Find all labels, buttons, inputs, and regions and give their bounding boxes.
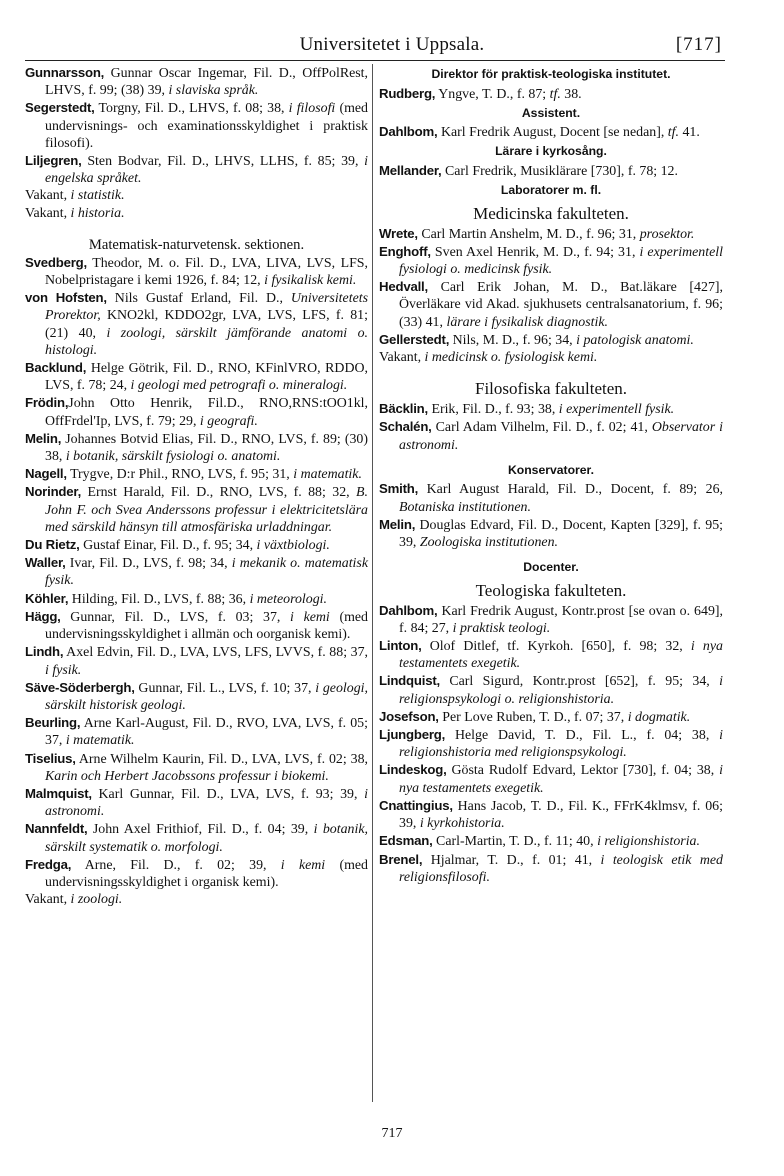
entry-text: Sven Axel Henrik, M. D., f. 94; 31,	[430, 244, 636, 260]
heading-filosofiska: Filosofiska fakulteten.	[474, 379, 628, 399]
entry-name: Frödin,	[25, 395, 69, 411]
entry	[25, 750, 368, 785]
entry-text: Gunnar, Fil. D., LVS, f. 03; 37,	[60, 609, 281, 625]
entry-subject: i botanik, särskilt systematik o. morfologi.	[45, 822, 369, 855]
entry-subject: i experimentell fysik.	[555, 402, 675, 418]
entry	[379, 851, 723, 886]
entry-name: Gunnarsson,	[25, 65, 105, 80]
entry-subject: i mekanik o. matematisk fysik.	[45, 556, 368, 589]
entry	[379, 516, 723, 551]
entry	[25, 152, 368, 187]
entry-text: Trygve, D:r Phil., RNO, LVS, f. 95; 31,	[66, 467, 290, 483]
entry-text: Carl Erik Johan, M. D., Bat.läkare [427], Överläkare vid Akad. sjukhusets centralsanatorium, f. 96; (33) 41,	[399, 280, 723, 330]
entry-subject: i matematik.	[62, 733, 135, 749]
entry-text: Theodor, M. o. Fil. D., LVA, LIVA, LVS, LFS, Nobelpristagare i kemi 1926, f. 84; 12,	[45, 255, 368, 289]
entry-name: Köhler,	[25, 590, 69, 606]
heading-direktor: Direktor för praktisk-teologiska institutet.	[431, 67, 671, 81]
entry-subject: lärare i fysikalisk diagnostik.	[442, 314, 608, 330]
entry	[379, 162, 723, 180]
entry-subject: i slaviska språk.	[165, 83, 259, 99]
header-rule	[25, 60, 725, 61]
entry-name: Ljungberg,	[379, 727, 446, 743]
larare-entries	[379, 162, 723, 180]
entry-name: Lindh,	[25, 644, 64, 660]
entry-subject: i kemi	[266, 857, 326, 873]
entry	[379, 480, 723, 515]
entry-subject: i religionshistoria med religionspsykologi.	[399, 728, 723, 761]
entry	[25, 64, 368, 99]
entry-text: Gunnar, Fil. L., LVS, f. 10; 37,	[134, 680, 312, 696]
entry	[379, 400, 723, 418]
entry-subject: i patologisk anatomi.	[572, 332, 694, 348]
heading-konservatorer: Konservatorer.	[507, 462, 595, 477]
entry	[379, 797, 723, 832]
entry-text: John Otto Henrik, Fil.D., RNO,RNS:tOO1kl, OffFrdel'Ip, LVS, f. 79; 29,	[45, 396, 368, 429]
entry-name: Rudberg,	[379, 85, 436, 101]
running-title: Universitetet i Uppsala.	[299, 34, 485, 55]
entry-subject: i kyrkohistoria.	[416, 816, 505, 832]
entry-subject: i experimentell fysiologi o. medicinsk fysik.	[399, 244, 723, 278]
entry-text: Karl Fredrik August, Docent [se nedan],	[437, 125, 665, 141]
entry-text: Carl Fredrik, Musiklärare [730], f. 78; 12.	[441, 163, 678, 179]
entry	[379, 726, 723, 761]
entry-text: Yngve, T. D., f. 87;	[435, 86, 547, 102]
entry-subject: tf.	[664, 125, 679, 141]
entry-text: Carl-Martin, T. D., f. 11; 40,	[432, 834, 594, 850]
entry-name: Malmquist,	[25, 785, 92, 801]
entry	[379, 278, 723, 331]
entry-subject: B. John F. och Svea Anderssons professur i elektricitetslära med särskild hänsyn till atmosfäriska urladdningar.	[45, 485, 368, 535]
entry	[25, 465, 368, 483]
entry-name: Hedvall,	[379, 279, 428, 295]
entry-subject: i teologisk etik med religionsfilosofi.	[399, 852, 723, 885]
faculty-entries-top	[25, 64, 368, 222]
entry-name: Bäcklin,	[379, 401, 428, 417]
entry-text: Ernst Harald, Fil. D., RNO, LVS, f. 88; 32,	[81, 485, 350, 501]
entry	[379, 672, 723, 707]
entry-subject: i engelska språket.	[45, 154, 368, 187]
entry-text: John Axel Frithiof, Fil. D., f. 04; 39,	[87, 822, 309, 838]
entry	[379, 708, 723, 726]
heading-docenter: Docenter.	[523, 560, 579, 575]
entry	[25, 679, 368, 714]
entry	[25, 394, 368, 429]
entry-text: Gunnar Oscar Ingemar, Fil. D., OffPolRest, LHVS, f. 99; (38) 39,	[45, 66, 368, 99]
entry-name: Nagell,	[25, 466, 67, 482]
entry-subject: i zoologi.	[67, 892, 123, 908]
entry-name: Säve-Söderbergh,	[25, 679, 135, 695]
entry	[25, 590, 368, 608]
entry	[25, 430, 368, 465]
entry-name: Dahlbom,	[379, 124, 438, 140]
konservatorer-entries	[379, 480, 723, 551]
entry-text: Carl Martin Anshelm, M. D., f. 96; 31,	[417, 226, 637, 242]
entry-name: Tiselius,	[25, 750, 76, 766]
entry-subject: i filosofi	[284, 101, 336, 117]
entry-name: Lindeskog,	[379, 762, 447, 778]
entry-name: Edsman,	[379, 833, 433, 849]
entry-subject: i geografi.	[196, 413, 258, 429]
entry-text: Vakant,	[25, 205, 68, 221]
entry-text: Vakant,	[25, 892, 68, 908]
entry	[379, 418, 723, 453]
entry	[25, 187, 368, 204]
entry	[25, 785, 368, 820]
entry-text: Karl Gunnar, Fil. D., LVA, LVS, f. 93; 39,	[91, 786, 358, 802]
entry	[25, 891, 368, 908]
entry-text: Gustaf Einar, Fil. D., f. 95; 34,	[79, 538, 254, 554]
heading-assistent: Assistent.	[521, 105, 581, 120]
entry-text: Arne, Fil. D., f. 02; 39,	[71, 857, 267, 873]
assistent-entries	[379, 123, 723, 141]
entry	[25, 289, 368, 359]
entry-name: Beurling,	[25, 715, 81, 731]
entry-name: Fredga,	[25, 856, 72, 872]
entry	[25, 254, 368, 289]
entry-text: Arne Karl-August, Fil. D., RVO, LVA, LVS, f. 05; 37,	[45, 716, 368, 749]
entry-subject: i växtbiologi.	[253, 538, 330, 554]
entry-subject: i praktisk teologi.	[449, 620, 551, 636]
entry	[25, 99, 368, 152]
entry-text: Hans Jacob, T. D., Fil. K., FFrK4klmsv, f. 06; 39,	[399, 798, 723, 832]
section-heading-matnat: Matematisk-naturvetensk. sektionen.	[88, 236, 305, 253]
entry-text: Torgny, Fil. D., LHVS, f. 08; 38,	[94, 101, 285, 117]
entry-text: Hilding, Fil. D., LVS, f. 88; 36,	[68, 591, 247, 607]
entry-text: (med undervisningsskyldighet i allmän och oorganisk kemi).	[45, 609, 368, 643]
entry-subject: Karin och Herbert Jacobssons professur i biokemi.	[45, 768, 329, 784]
entry-text: Sten Bodvar, Fil. D., LHVS, LLHS, f. 85; 39,	[81, 154, 359, 170]
right-column	[379, 64, 723, 886]
entry-name: Liljegren,	[25, 153, 82, 169]
entry-name: Svedberg,	[25, 254, 87, 270]
entry-subject: i nya testamentets exegetik.	[399, 639, 723, 672]
entry-subject: i dogmatik.	[624, 709, 691, 725]
page-number-bracket: [717]	[675, 34, 722, 55]
entry-name: Mellander,	[379, 162, 442, 178]
heading-medicinska: Medicinska fakulteten.	[473, 203, 629, 223]
entry-name: Melin,	[25, 430, 62, 446]
entry-text: (med undervisnings- och examinationsskyldighet i praktisk filosofi).	[45, 101, 368, 151]
entry-text: Vakant,	[379, 350, 422, 366]
entry-text: Gösta Rudolf Edvard, Lektor [730], f. 04; 38,	[446, 763, 715, 779]
entry-name: Wrete,	[379, 225, 418, 241]
entry-text: Ivar, Fil. D., LVS, f. 98; 34,	[65, 556, 228, 572]
entry-subject: i geologi med petrografi o. mineralogi.	[127, 378, 348, 394]
entry-subject: i matematik.	[289, 467, 362, 483]
entry-text: 38.	[560, 86, 582, 102]
entry-name: Waller,	[25, 555, 66, 571]
entry-subject: i statistik.	[67, 188, 125, 204]
entry-subject: i fysikalisk kemi.	[260, 273, 357, 289]
entry	[379, 349, 723, 366]
entry-text: Olof Ditlef, tf. Kyrkoh. [650], f. 98; 32,	[421, 639, 683, 655]
entry-subject: Observator i astronomi.	[399, 420, 723, 453]
entry-name: Lindquist,	[379, 673, 440, 689]
entry-name: von Hofsten,	[25, 290, 107, 306]
entry-name: Segerstedt,	[25, 100, 95, 116]
entry-subject: i religionshistoria.	[593, 834, 700, 850]
entry-subject: i fysik.	[45, 662, 82, 678]
entry-text: KNO2kl, KDDO2gr, LVA, LVS, LFS, f. 81; (21) 40,	[45, 308, 368, 341]
entry-text: Johannes Botvid Elias, Fil. D., RNO, LVS, f. 89; (30) 38,	[45, 431, 368, 465]
entry-name: Enghoff,	[379, 243, 431, 259]
entry-text: Douglas Edvard, Fil. D., Docent, Kapten [329], f. 95; 39,	[399, 517, 723, 550]
entry-name: Cnattingius,	[379, 797, 453, 813]
entry	[25, 856, 368, 891]
entry-text: Nils Gustaf Erland, Fil. D.,	[106, 291, 283, 307]
entry-name: Smith,	[379, 481, 419, 497]
entry	[379, 331, 723, 349]
entry-text: Karl Fredrik August, Kontr.prost [se ovan o. 649], f. 84; 27,	[399, 603, 723, 636]
entry-subject: i meteorologi.	[246, 591, 327, 607]
filosofiska-entries	[379, 400, 723, 454]
entry-name: Nannfeldt,	[25, 821, 88, 837]
entry	[25, 359, 368, 394]
page-folio: 717	[381, 1126, 403, 1141]
entry	[379, 832, 723, 850]
entry	[379, 602, 723, 637]
entry-name: Schalén,	[379, 419, 432, 435]
entry	[379, 85, 723, 103]
entry	[25, 536, 368, 554]
heading-teologiska: Teologiska fakulteten.	[475, 580, 627, 600]
entry-name: Josefson,	[379, 708, 439, 724]
teologiska-entries	[379, 602, 723, 886]
entry-name: Du Rietz,	[25, 537, 80, 553]
entry-name: Brenel,	[379, 851, 423, 867]
heading-larare: Lärare i kyrkosång.	[495, 144, 607, 159]
entry-subject: Botaniska institutionen.	[399, 499, 531, 515]
entry	[25, 714, 368, 749]
entry-text: Axel Edvin, Fil. D., LVA, LVS, LFS, LVVS, f. 88; 37,	[63, 645, 368, 661]
entry-text: Carl Sigurd, Kontr.prost [652], f. 95; 34,	[440, 674, 710, 690]
entry-text: Helge David, T. D., Fil. L., f. 04; 38,	[445, 728, 710, 744]
heading-laboratorer: Laboratorer m. fl.	[500, 183, 602, 198]
entry-name: Backlund,	[25, 360, 87, 376]
entry	[379, 243, 723, 278]
entry-text: Helge Götrik, Fil. D., RNO, KFinlVRO, RDDO, LVS, f. 78; 24,	[45, 361, 368, 394]
entry-text: Vakant,	[25, 188, 68, 204]
entry	[25, 643, 368, 678]
entry-subject: i astronomi.	[45, 786, 368, 820]
entry-text: Per Love Ruben, T. D., f. 07; 37,	[438, 709, 625, 725]
entry	[379, 637, 723, 672]
entry-text: 41.	[678, 125, 700, 141]
entry-subject: Zoologiska institutionen.	[416, 534, 558, 550]
entry-text: Carl Adam Vilhelm, Fil. D., f. 02; 41,	[431, 420, 648, 436]
medicinska-entries	[379, 225, 723, 367]
entry-subject: prosektor.	[636, 226, 695, 242]
entry-name: Melin,	[379, 516, 416, 532]
entry-subject: i zoologi, särskilt jämförande anatomi o. histologi.	[45, 325, 368, 358]
entry-text: Nils, M. D., f. 96; 34,	[449, 332, 573, 348]
entry-name: Linton,	[379, 638, 422, 654]
entry-text: Karl August Harald, Fil. D., Docent, f. 89; 26,	[418, 482, 723, 498]
entry-subject: i religionspsykologi o. religionshistoria.	[399, 674, 723, 707]
entry-text: Hjalmar, T. D., f. 01; 41,	[422, 852, 593, 868]
entry-text: (med undervisningsskyldighet i organisk kemi).	[45, 857, 368, 890]
entry-subject: Universitetets Prorektor,	[45, 291, 368, 324]
entry	[25, 820, 368, 855]
entry	[379, 225, 723, 243]
entry-name: Norinder,	[25, 484, 82, 500]
entry	[379, 123, 723, 141]
entry-subject: tf.	[546, 86, 561, 102]
entry-text: Erik, Fil. D., f. 93; 38,	[427, 402, 556, 418]
entry	[25, 608, 368, 643]
entry	[379, 761, 723, 796]
matnat-entries	[25, 254, 368, 909]
entry	[25, 205, 368, 222]
entry-subject: i geologi, särskilt historisk geologi.	[45, 680, 368, 713]
entry-text: Arne Wilhelm Kaurin, Fil. D., LVA, LVS, f. 02; 38,	[75, 751, 368, 767]
entry	[25, 554, 368, 589]
column-divider	[372, 64, 373, 1102]
entry	[25, 483, 368, 536]
entry-subject: i historia.	[67, 205, 125, 221]
entry-subject: i botanik, särskilt fysiologi o. anatomi.	[62, 449, 281, 465]
entry-subject: i kemi	[280, 609, 330, 625]
entry-name: Hägg,	[25, 608, 61, 624]
entry-subject: i nya testamentets exegetik.	[399, 763, 723, 796]
entry-subject: i medicinsk o. fysiologisk kemi.	[421, 350, 598, 366]
entry-name: Dahlbom,	[379, 602, 438, 618]
left-column	[25, 64, 368, 908]
entry-name: Gellerstedt,	[379, 331, 450, 347]
direktor-entries	[379, 85, 723, 103]
